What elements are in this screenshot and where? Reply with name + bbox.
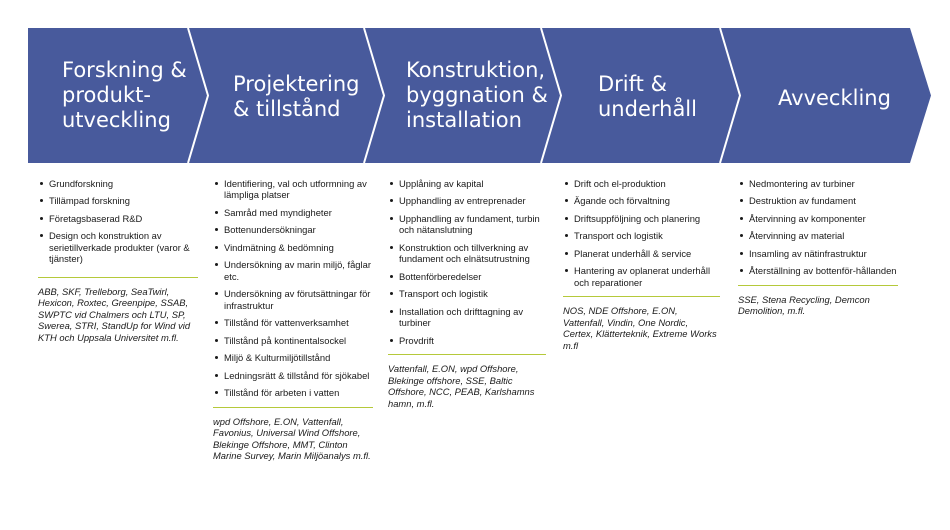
list-item: Upphandling av fundament, turbin och nätanslutning <box>388 213 546 236</box>
list-item: Undersökning av marin miljö, fåglar etc. <box>213 259 373 282</box>
stage-title-2: Projektering & tillstånd <box>233 72 360 122</box>
actors-text: ABB, SKF, Trelleborg, SeaTwirl, Hexicon, Roxtec, Greenpipe, SSAB, SWPTC vid Chalmers och LTU, SP, Swerea, STRI, StandUp for Wind vid KTH och Uppsala Universitet m.fl. <box>38 285 191 343</box>
list-item: Återvinning av material <box>738 230 898 241</box>
list-item: Hantering av oplanerat underhåll och reparationer <box>563 265 720 288</box>
list-item: Drift och el-produktion <box>563 178 720 189</box>
list-item: Planerat underhåll & service <box>563 248 720 259</box>
stage-column-1 <box>38 178 198 343</box>
list-item: Transport och logistik <box>563 230 720 241</box>
stage-column-4 <box>563 178 720 351</box>
activity-list <box>388 178 546 346</box>
list-item: Upplåning av kapital <box>388 178 546 189</box>
list-item: Tillstånd för arbeten i vatten <box>213 387 373 398</box>
list-item: Nedmontering av turbiner <box>738 178 898 189</box>
divider <box>38 277 198 278</box>
list-item: Vindmätning & bedömning <box>213 242 373 253</box>
list-item: Design och konstruktion av serietillverkade produkter (varor & tjänster) <box>38 230 198 264</box>
divider <box>738 285 898 286</box>
list-item: Bottenförberedelser <box>388 271 546 282</box>
list-item: Tillämpad forskning <box>38 195 198 206</box>
divider <box>563 296 720 297</box>
stage-title-3: Konstruktion, byggnation & installation <box>406 58 548 133</box>
list-item: Driftsuppföljning och planering <box>563 213 720 224</box>
stage-column-3 <box>388 178 546 409</box>
list-item: Samråd med myndigheter <box>213 207 373 218</box>
list-item: Destruktion av fundament <box>738 195 898 206</box>
list-item: Tillstånd för vattenverksamhet <box>213 317 373 328</box>
actors-text: wpd Offshore, E.ON, Vattenfall, Favonius, Universal Wind Offshore, Blekinge Offshore, MMT, Clinton Marine Survey, Marin Miljöanalys m.fl. <box>213 415 371 461</box>
list-item: Grundforskning <box>38 178 198 189</box>
list-item: Miljö & Kulturmiljötillstånd <box>213 352 373 363</box>
stage-title-4: Drift & underhåll <box>598 72 697 122</box>
stage-title-5: Avveckling <box>778 86 891 110</box>
list-item: Transport och logistik <box>388 288 546 299</box>
stage-column-5 <box>738 178 898 317</box>
list-item: Återställning av bottenför-hållanden <box>738 265 898 276</box>
activity-list <box>213 178 373 399</box>
list-item: Konstruktion och tillverkning av fundament och elnätsutrustning <box>388 242 546 265</box>
stage-column-2 <box>213 178 373 461</box>
activity-list <box>563 178 720 288</box>
list-item: Insamling av nätinfrastruktur <box>738 248 898 259</box>
actors-text: NOS, NDE Offshore, E.ON, Vattenfall, Vindin, One Nordic, Certex, Klätterteknik, Extreme Works m.fl <box>563 305 717 351</box>
list-item: Ägande och förvaltning <box>563 195 720 206</box>
list-item: Installation och drifttagning av turbiner <box>388 306 546 329</box>
list-item: Ledningsrätt & tillstånd för sjökabel <box>213 370 373 381</box>
list-item: Undersökning av förutsättningar för infrastruktur <box>213 288 373 311</box>
list-item: Identifiering, val och utformning av lämpliga platser <box>213 178 373 201</box>
actors-text: SSE, Stena Recycling, Demcon Demolition, m.fl. <box>738 293 870 317</box>
list-item: Tillstånd på kontinentalsockel <box>213 335 373 346</box>
activity-list <box>738 178 898 277</box>
list-item: Provdrift <box>388 335 546 346</box>
list-item: Företagsbaserad R&D <box>38 213 198 224</box>
actors-text: Vattenfall, E.ON, wpd Offshore, Blekinge offshore, SSE, Baltic Offshore, NCC, PEAB, Karlshamns hamn, m.fl. <box>388 363 535 409</box>
divider <box>388 354 546 355</box>
list-item: Bottenundersökningar <box>213 224 373 235</box>
divider <box>213 407 373 408</box>
list-item: Återvinning av komponenter <box>738 213 898 224</box>
stage-title-1: Forskning & produkt-utveckling <box>62 58 187 133</box>
list-item: Upphandling av entreprenader <box>388 195 546 206</box>
activity-list <box>38 178 198 265</box>
